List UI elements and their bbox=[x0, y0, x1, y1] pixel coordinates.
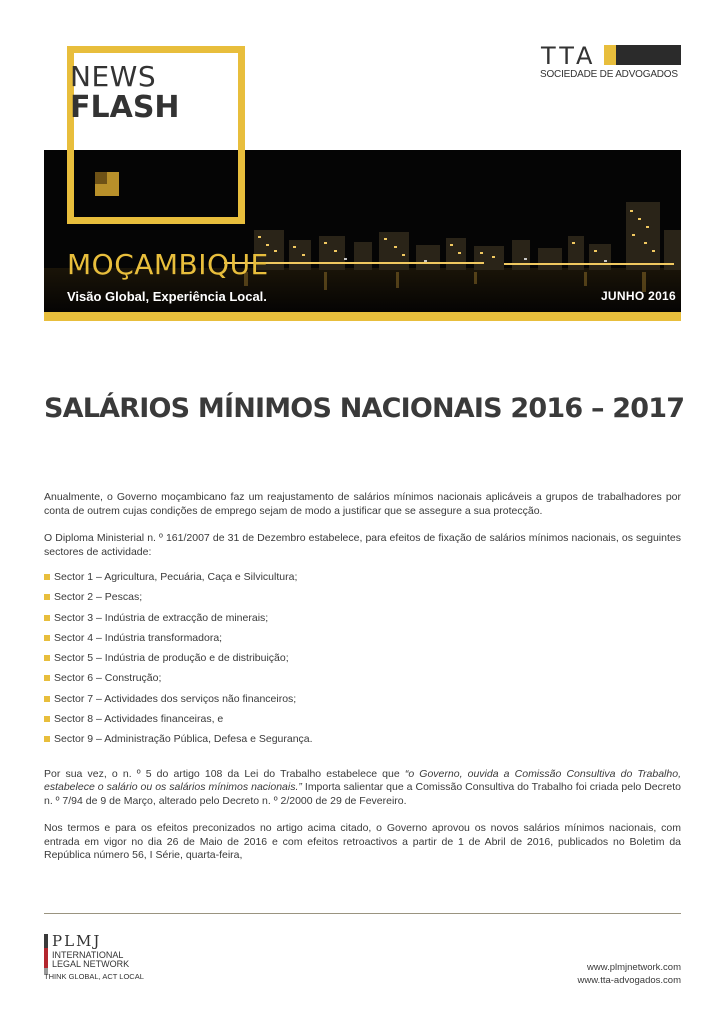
law-quote: “o Governo, ouvida a Comissão Consultiva do Trabalho, estabelece o salário ou os salários mínimos nacionais.” bbox=[44, 767, 681, 794]
bullet-square-icon bbox=[44, 655, 50, 661]
bullet-square-icon bbox=[44, 574, 50, 580]
list-item: Sector 4 – Indústria transformadora; bbox=[44, 632, 681, 652]
tta-logo-yellow-bar bbox=[604, 45, 616, 65]
list-item: Sector 3 – Indústria de extracção de minerais; bbox=[44, 612, 681, 632]
gold-square-shadow bbox=[95, 172, 107, 184]
bullet-square-icon bbox=[44, 736, 50, 742]
bullet-square-icon bbox=[44, 696, 50, 702]
paragraph-sectors-intro: O Diploma Ministerial n. º 161/2007 de 31 de Dezembro estabelece, para efeitos de fixação de salários mínimos nacionais, os seguintes sectores de actividade: bbox=[44, 532, 681, 558]
list-item: Sector 2 – Pescas; bbox=[44, 591, 681, 611]
plmj-name: PLMJ bbox=[52, 932, 102, 950]
plmj-network-line2: LEGAL NETWORK bbox=[52, 959, 130, 969]
paragraph-labour-law: Por sua vez, o n. º 5 do artigo 108 da Lei do Trabalho estabelece que “o Governo, ouvida a Comissão Consultiva do Trabalho, estabelece o salário ou os salários mínimos nacionais.” Importa salientar que a Comissão Consultiva do Trabalho foi criada pelo Decreto n. º 7/94 de 9 de Março, alterado pelo Decreto n. º 2/2000 de 29 de Fevereiro. bbox=[44, 767, 681, 807]
bullet-square-icon bbox=[44, 675, 50, 681]
gold-rule bbox=[44, 312, 681, 321]
tta-logo-subtitle: SOCIEDADE DE ADVOGADOS bbox=[540, 69, 678, 80]
paragraph-new-salaries: Nos termos e para os efeitos preconizados no artigo acima citado, o Governo aprovou os novos salários mínimos nacionais, com entrada em vigor no dia 26 de Maio de 2016 e com efeitos retroactivos a partir de 1 de Abril de 2016, publicados no Boletim da República número 56, I Série, quarta-feira, bbox=[44, 822, 681, 862]
tta-logo-text: TTA bbox=[541, 42, 597, 70]
news-word: NEWS bbox=[70, 60, 157, 93]
plmj-mark-icon bbox=[44, 934, 48, 948]
article-title: SALÁRIOS MÍNIMOS NACIONAIS 2016 – 2017 bbox=[44, 393, 685, 424]
bullet-square-icon bbox=[44, 716, 50, 722]
sector-list bbox=[44, 571, 681, 754]
country-title: MOÇAMBIQUE bbox=[67, 248, 269, 281]
list-item: Sector 5 – Indústria de produção e de distribuição; bbox=[44, 652, 681, 672]
paragraph-intro: Anualmente, o Governo moçambicano faz um reajustamento de salários mínimos nacionais aplicáveis a grupos de trabalhadores por conta de outrem cujas condições de emprego sejam de modo a justificar que se assegure a sua protecção. bbox=[44, 491, 681, 517]
list-item: Sector 6 – Construção; bbox=[44, 672, 681, 692]
list-item: Sector 9 – Administração Pública, Defesa e Segurança. bbox=[44, 733, 681, 753]
list-item: Sector 8 – Actividades financeiras, e bbox=[44, 713, 681, 733]
bullet-square-icon bbox=[44, 635, 50, 641]
article-body bbox=[44, 491, 681, 877]
footer-divider bbox=[44, 913, 681, 914]
list-item: Sector 1 – Agricultura, Pecuária, Caça e Silvicultura; bbox=[44, 571, 681, 591]
tta-logo-dark-bar bbox=[616, 45, 681, 65]
bullet-square-icon bbox=[44, 615, 50, 621]
issue-date: JUNHO 2016 bbox=[600, 289, 676, 303]
plmj-network-line1: INTERNATIONAL bbox=[52, 950, 124, 960]
plmj-slogan: THINK GLOBAL, ACT LOCAL bbox=[44, 972, 144, 981]
tta-link[interactable]: www.tta-advogados.com bbox=[577, 975, 681, 986]
bullet-square-icon bbox=[44, 594, 50, 600]
flash-word: FLASH bbox=[70, 90, 180, 125]
list-item: Sector 7 – Actividades dos serviços não financeiros; bbox=[44, 693, 681, 713]
plmj-mark-red bbox=[44, 948, 48, 968]
plmj-network-link[interactable]: www.plmjnetwork.com bbox=[587, 962, 681, 973]
footer-links bbox=[578, 961, 682, 987]
plmj-logo bbox=[44, 934, 184, 984]
news-flash-logo bbox=[70, 62, 180, 124]
tagline: Visão Global, Experiência Local. bbox=[67, 289, 267, 304]
